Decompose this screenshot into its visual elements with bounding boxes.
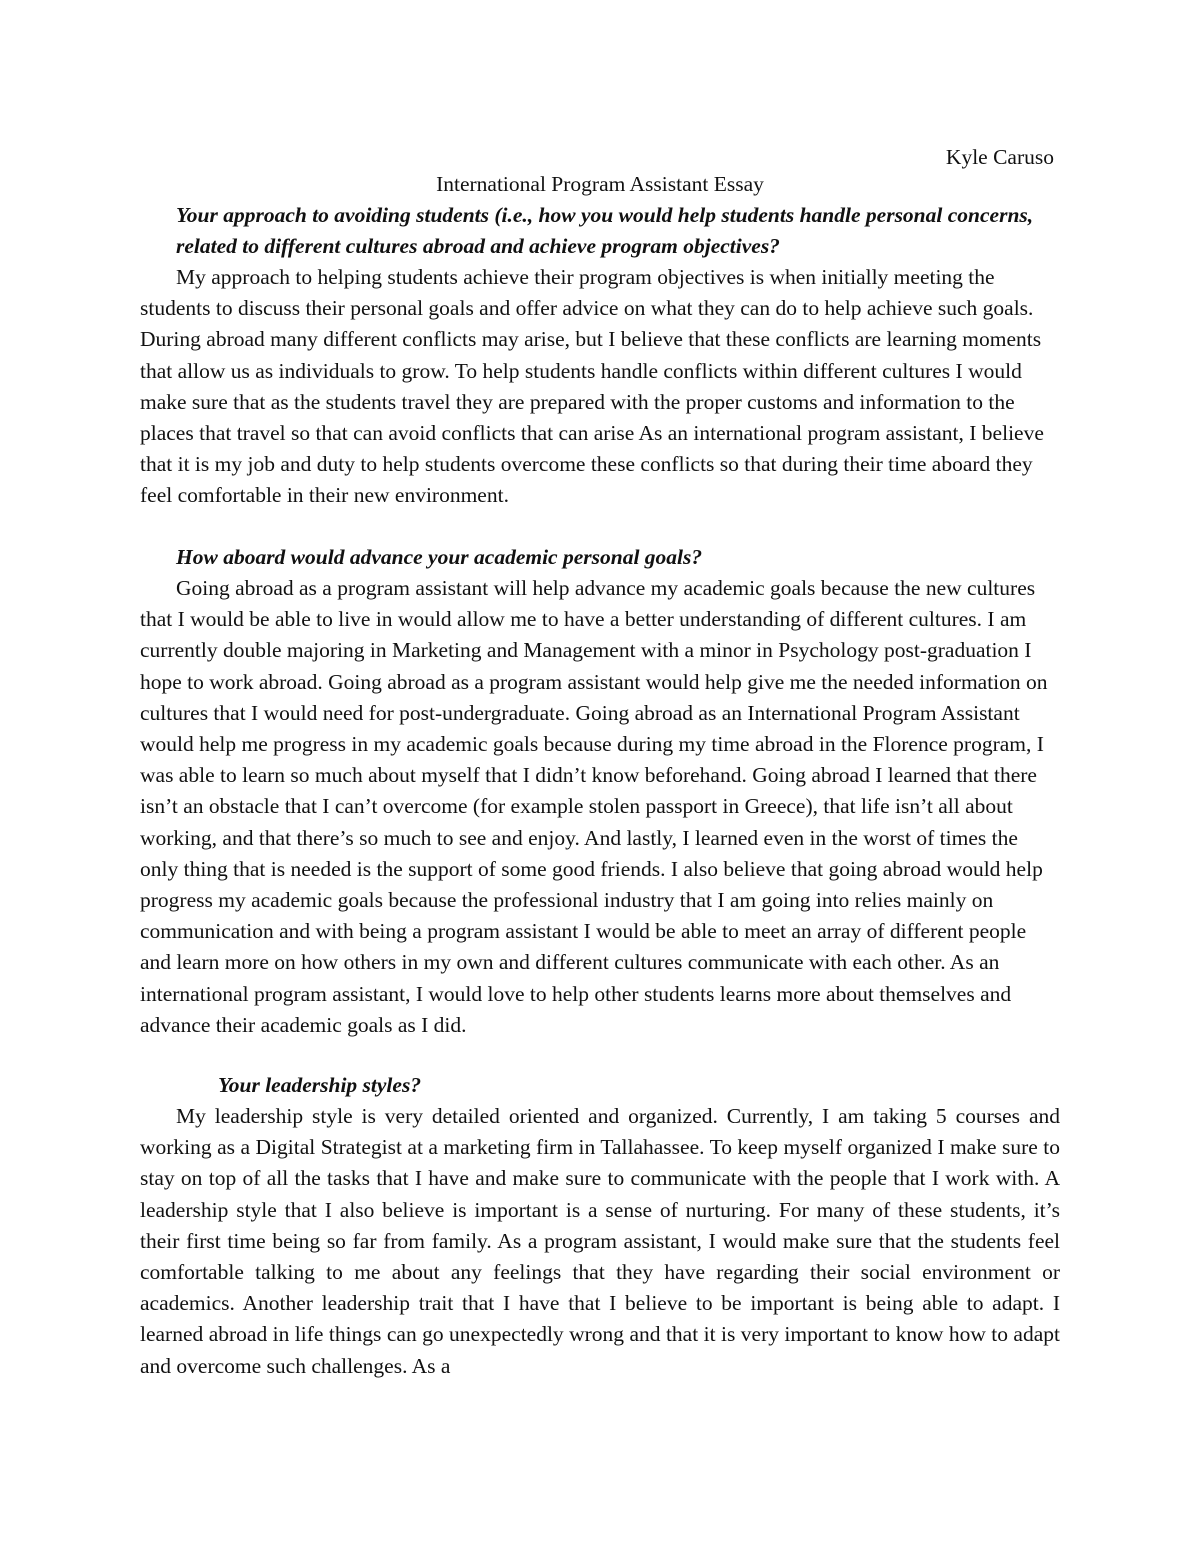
question-heading: Your approach to avoiding students (i.e., how you would help students handle personal concerns, related to different cultures abroad and achieve program objectives? bbox=[176, 203, 1034, 259]
answer-paragraph: My approach to helping students achieve their program objectives is when initially meeting the students to discuss their personal goals and offer advice on what they can do to help achieve such goals. During abroad many different conflicts may arise, but I believe that these conflicts are learning moments that allow us as individuals to grow. To help students handle conflicts within different cultures I would make sure that as the students travel they are prepared with the proper customs and information to the places that travel so that can avoid conflicts that can arise As an international program assistant, I believe that it is my job and duty to help students overcome these conflicts so that during their time aboard they feel comfortable in their new environment. bbox=[140, 265, 1044, 508]
author-name: Kyle Caruso bbox=[945, 145, 1054, 169]
question-heading: How aboard would advance your academic personal goals? bbox=[176, 545, 703, 569]
answer-paragraph: My leadership style is very detailed oriented and organized. Currently, I am taking 5 courses and working as a Digital Strategist at a marketing firm in Tallahassee. To keep myself organized I make sure to stay on top of all the tasks that I have and make sure to communicate with the people that I work with. A leadership style that I also believe is important is a sense of nurturing. For many of these students, it’s their first time being so far from family. As a program assistant, I would make sure that the students feel comfortable talking to me about any feelings that they have regarding their social environment or academics. Another leadership trait that I have that I believe to be important is being able to adapt. I learned abroad in life things can go unexpectedly wrong and that it is very important to know how to adapt and overcome such challenges. As a bbox=[140, 1104, 1060, 1378]
answer-paragraph: Going abroad as a program assistant will help advance my academic goals because the new cultures that I would be able to live in would allow me to have a better understanding of different cultures. I am currently double majoring in Marketing and Management with a minor in Psychology post-graduation I hope to work abroad. Going abroad as a program assistant would help give me the needed information on cultures that I would need for post-undergraduate. Going abroad as an International Program Assistant would help me progress in my academic goals because during my time abroad in the Florence program, I was able to learn so much about myself that I didn’t know beforehand. Going abroad I learned that there isn’t an obstacle that I can’t overcome (for example stolen passport in Greece), that life isn’t all about working, and that there’s so much to see and enjoy. And lastly, I learned even in the worst of times the only thing that is needed is the support of some good friends. I also believe that going abroad would help progress my academic goals because the professional industry that I am going into relies mainly on communication and with being a program assistant I would be able to meet an array of different people and learn more on how others in my own and different cultures communicate with each other. As an international program assistant, I would love to help other students learns more about themselves and advance their academic goals as I did. bbox=[140, 576, 1048, 1037]
question-heading: Your leadership styles? bbox=[218, 1073, 422, 1097]
essay-title: International Program Assistant Essay bbox=[436, 172, 764, 196]
